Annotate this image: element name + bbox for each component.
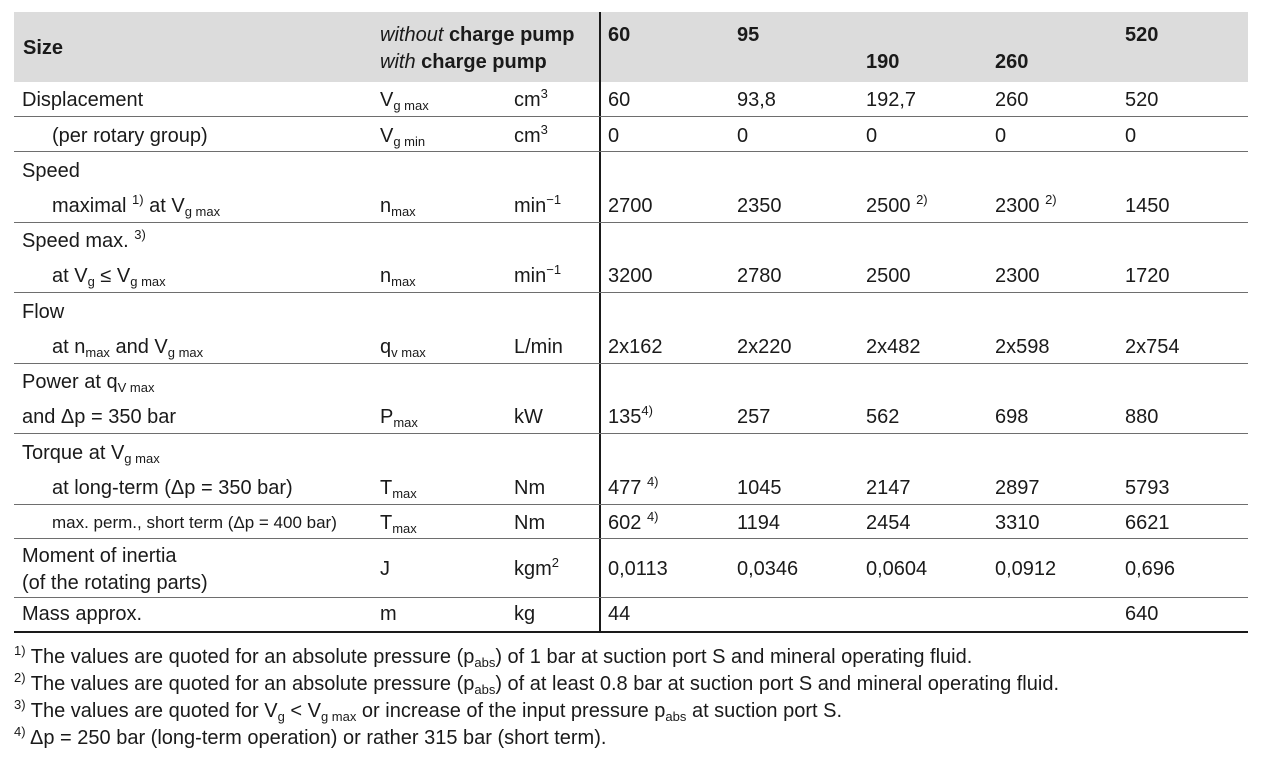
cell: 192,7 [866, 89, 917, 111]
footnote-4: $^{4)}$ Δp = 250 bar (long-term operation) or rather 315 bar (short term). [14, 724, 607, 749]
symbol-nmax: $n_{max}$ [380, 195, 416, 219]
row-label-mass: Mass approx. [22, 603, 143, 625]
row-label-torque: Torque at $V_{g max}$ [22, 442, 160, 466]
row-label-per-rotary-group: (per rotary group) [52, 125, 208, 147]
size-label: Size [23, 37, 64, 59]
cell: 2500 $^{2)}$ [866, 192, 928, 217]
row-divider [14, 597, 1248, 598]
cell: 2300 [995, 265, 1040, 287]
cell: 0 [995, 125, 1007, 147]
cell: 6621 [1125, 512, 1170, 534]
cell: 5793 [1125, 477, 1170, 499]
cell: 477 $^{4)}$ [608, 474, 659, 499]
cell: 880 [1125, 406, 1159, 428]
cell: 698 [995, 406, 1029, 428]
symbol-vgmax: $V_{g max}$ [380, 89, 429, 113]
row-divider [14, 363, 1248, 364]
cell: 3200 [608, 265, 653, 287]
cell: 3310 [995, 512, 1040, 534]
row-label-moment-of-inertia: Moment of inertia [22, 545, 177, 567]
symbol-tmax: $T_{max}$ [380, 477, 417, 501]
row-sublabel-long-term: at long-term (Δp = 350 bar) [52, 477, 293, 499]
symbol-pmax: $P_{max}$ [380, 406, 418, 430]
row-label-speed-max: Speed max. $^{3)}$ [22, 227, 146, 252]
cell: 1045 [737, 477, 782, 499]
cell: 2x220 [737, 336, 792, 358]
symbol-m: m [380, 603, 397, 625]
cell: 2147 [866, 477, 911, 499]
cell: 135$^{4)}$ [608, 403, 653, 428]
size-260: 260 [995, 51, 1029, 73]
row-sublabel-speed-maximal: maximal $^{1)}$ at $V_{g max}$ [52, 192, 221, 219]
unit-min-1: $\min^{-1}$ [514, 262, 562, 287]
cell: 0,0346 [737, 558, 799, 580]
cell: 60 [608, 89, 631, 111]
size-95: 95 [737, 24, 760, 46]
cell: 640 [1125, 603, 1159, 625]
cell: 0 [737, 125, 749, 147]
cell: 2700 [608, 195, 653, 217]
row-divider [14, 433, 1248, 434]
table-header [14, 12, 1248, 82]
row-sublabel-delta-p: and Δp = 350 bar [22, 406, 177, 428]
row-divider [14, 222, 1248, 223]
cell: 2780 [737, 265, 782, 287]
cell: 0 [1125, 125, 1137, 147]
without-charge-pump-label: without charge pump [380, 24, 575, 46]
row-label-flow: Flow [22, 301, 65, 323]
symbol-tmax: $T_{max}$ [380, 512, 417, 536]
cell: 2454 [866, 512, 911, 534]
row-divider [14, 151, 1248, 152]
row-sublabel-at-vg: at $V_g \le V_{g max}$ [52, 265, 166, 289]
unit-kw: kW [514, 406, 543, 428]
cell: 2x598 [995, 336, 1050, 358]
cell: 2x162 [608, 336, 663, 358]
cell: 2300 $^{2)}$ [995, 192, 1057, 217]
cell: 2897 [995, 477, 1040, 499]
cell: 562 [866, 406, 900, 428]
footnote-2: $^{2)}$ The values are quoted for an absolute pressure $(p_{abs})$ of at least 0.8 bar at suction port S and mineral operating fluid. [14, 670, 1059, 697]
cell: 0,696 [1125, 558, 1176, 580]
unit-nm: Nm [514, 512, 546, 534]
row-label-power: Power at $q_{V max}$ [22, 371, 155, 395]
column-divider [599, 12, 601, 633]
symbol-nmax: $n_{max}$ [380, 265, 416, 289]
size-60: 60 [608, 24, 631, 46]
unit-cm3: $cm^3$ [514, 122, 548, 147]
cell: 1450 [1125, 195, 1170, 217]
cell: 93,8 [737, 89, 776, 111]
cell: 0,0912 [995, 558, 1057, 580]
symbol-qvmax: $q_{v max}$ [380, 336, 426, 360]
row-divider [14, 504, 1248, 505]
cell: 602 $^{4)}$ [608, 509, 659, 534]
with-charge-pump-label: with charge pump [380, 51, 547, 73]
cell: 0,0604 [866, 558, 928, 580]
cell: 2500 [866, 265, 911, 287]
symbol-vgmin: $V_{g min}$ [380, 125, 426, 149]
unit-min-1: $\min^{-1}$ [514, 192, 562, 217]
cell: 1194 [737, 512, 781, 534]
unit-kg: kg [514, 603, 536, 625]
cell: 0 [608, 125, 620, 147]
row-divider [14, 116, 1248, 117]
row-divider [14, 292, 1248, 293]
row-label-speed: Speed [22, 160, 80, 182]
row-sublabel-short-term: max. perm., short term (Δp = 400 bar) [52, 513, 337, 532]
cell: 2350 [737, 195, 782, 217]
size-520: 520 [1125, 24, 1159, 46]
unit-nm: Nm [514, 477, 546, 499]
footnote-3: $^{3)}$ The values are quoted for $V_g < V_{g max}$ or increase of the input pressure $p_{abs}$ at suction port S. [14, 697, 843, 724]
cell: 2x482 [866, 336, 921, 358]
cell: 1720 [1125, 265, 1170, 287]
symbol-j: J [380, 558, 390, 580]
cell: 0 [866, 125, 878, 147]
row-sublabel-at-nmax: at $n_{max}$ and $V_{g max}$ [52, 336, 204, 360]
unit-kgm2: kgm$^2$ [514, 555, 560, 580]
unit-l-min: L/min [514, 336, 563, 358]
row-label-displacement: Displacement [22, 89, 144, 111]
row-sublabel-rotating-parts: (of the rotating parts) [22, 572, 208, 594]
cell: 257 [737, 406, 771, 428]
cell: 2x754 [1125, 336, 1180, 358]
cell: 520 [1125, 89, 1159, 111]
table-bottom-rule [14, 631, 1248, 633]
cell: 260 [995, 89, 1029, 111]
cell: 0,0113 [608, 558, 668, 580]
size-190: 190 [866, 51, 900, 73]
footnote-1: $^{1)}$ The values are quoted for an absolute pressure $(p_{abs})$ of 1 bar at suction port S and mineral operating fluid. [14, 643, 973, 670]
cell: 44 [608, 603, 631, 625]
row-divider [14, 538, 1248, 539]
unit-cm3: $cm^3$ [514, 86, 548, 111]
